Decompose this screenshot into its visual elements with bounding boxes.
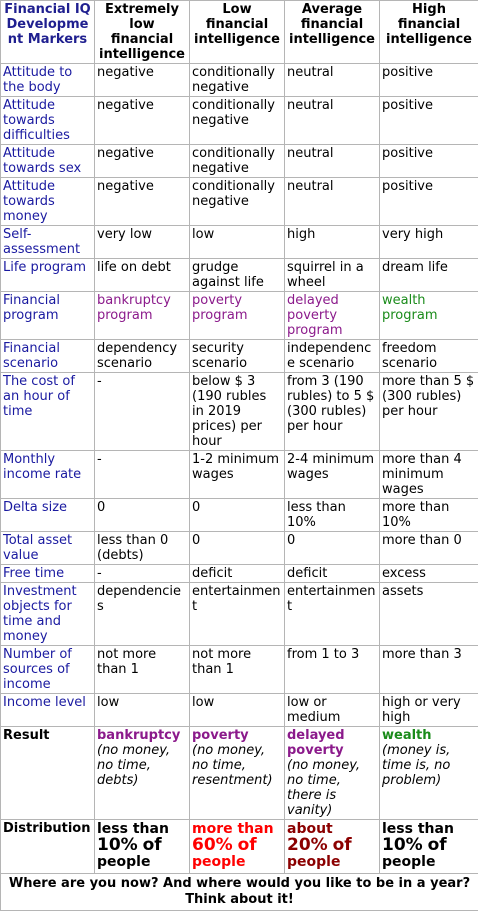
table-row <box>1 499 478 532</box>
table-cell: not more than 1 <box>190 646 285 694</box>
distribution-prefix: about <box>287 821 333 837</box>
table-cell: freedom scenario <box>380 340 478 373</box>
footer-row <box>1 874 478 911</box>
distribution-people: people <box>382 854 435 870</box>
row-label: Total asset value <box>1 532 95 565</box>
distribution-percent: 20% <box>287 835 328 855</box>
table-cell: positive <box>380 178 478 226</box>
table-cell: - <box>95 451 190 499</box>
table-cell: neutral <box>285 178 380 226</box>
table-row <box>1 583 478 646</box>
result-cell <box>95 727 190 820</box>
row-label: Life program <box>1 259 95 292</box>
table-cell: delayed poverty program <box>285 292 380 340</box>
distribution-of: of <box>333 835 352 855</box>
distribution-prefix: less than <box>97 821 169 837</box>
table-cell: neutral <box>285 64 380 97</box>
table-cell: life on debt <box>95 259 190 292</box>
distribution-prefix: less than <box>382 821 454 837</box>
table-cell: - <box>95 373 190 451</box>
table-cell: 0 <box>95 499 190 532</box>
table-row <box>1 64 478 97</box>
result-note: (no money, no time, debts) <box>97 743 187 788</box>
header-high: High financial intelligence <box>380 1 478 64</box>
table-cell: neutral <box>285 97 380 145</box>
table-cell: 0 <box>285 532 380 565</box>
table-cell: negative <box>95 97 190 145</box>
table-cell: 0 <box>190 499 285 532</box>
row-label: Delta size <box>1 499 95 532</box>
distribution-of: of <box>143 835 162 855</box>
table-cell: conditionally negative <box>190 178 285 226</box>
distribution-people: people <box>97 854 150 870</box>
row-label: Attitude towards sex <box>1 145 95 178</box>
table-row <box>1 340 478 373</box>
result-row <box>1 727 478 820</box>
table-row <box>1 451 478 499</box>
table-cell: not more than 1 <box>95 646 190 694</box>
row-label: Attitude towards money <box>1 178 95 226</box>
table-row <box>1 373 478 451</box>
result-cell <box>380 727 478 820</box>
header-low: Low financial intelligence <box>190 1 285 64</box>
table-cell: 0 <box>190 532 285 565</box>
row-label: Attitude to the body <box>1 64 95 97</box>
table-cell: 1-2 minimum wages <box>190 451 285 499</box>
table-cell: more than 5 $ (300 rubles) per hour <box>380 373 478 451</box>
table-row <box>1 694 478 727</box>
table-cell: entertainment <box>190 583 285 646</box>
table-cell: low <box>95 694 190 727</box>
table-cell: positive <box>380 145 478 178</box>
row-label: Financial program <box>1 292 95 340</box>
table-cell: below $ 3 (190 rubles in 2019 prices) per hour <box>190 373 285 451</box>
result-title: poverty <box>192 728 282 743</box>
result-note: (no money, no time, resentment) <box>192 743 282 788</box>
row-label: Self-assessment <box>1 226 95 259</box>
row-label: Investment objects for time and money <box>1 583 95 646</box>
table-row <box>1 178 478 226</box>
distribution-percent: 10% <box>382 835 423 855</box>
header-average: Average financial intelligence <box>285 1 380 64</box>
table-cell: high or very high <box>380 694 478 727</box>
result-cell <box>285 727 380 820</box>
table-cell: negative <box>95 145 190 178</box>
table-cell: grudge against life <box>190 259 285 292</box>
table-cell: more than 0 <box>380 532 478 565</box>
table-cell: neutral <box>285 145 380 178</box>
distribution-percent: 10% <box>97 835 138 855</box>
table-cell: wealth program <box>380 292 478 340</box>
header-extremely-low: Extremely low financial intelligence <box>95 1 190 64</box>
result-cell <box>190 727 285 820</box>
table-cell: very low <box>95 226 190 259</box>
table-cell: entertainment <box>285 583 380 646</box>
table-row <box>1 565 478 583</box>
result-note: (no money, no time, there is vanity) <box>287 758 377 818</box>
table-cell: positive <box>380 97 478 145</box>
table-cell: dependency scenario <box>95 340 190 373</box>
table-row <box>1 292 478 340</box>
table-cell: 2-4 minimum wages <box>285 451 380 499</box>
row-label: Monthly income rate <box>1 451 95 499</box>
row-label: Free time <box>1 565 95 583</box>
table-cell: dependencies <box>95 583 190 646</box>
distribution-prefix: more than <box>192 821 274 837</box>
distribution-of: of <box>238 835 257 855</box>
distribution-people: people <box>287 854 340 870</box>
table-cell: - <box>95 565 190 583</box>
table-cell: conditionally negative <box>190 145 285 178</box>
table-cell: negative <box>95 178 190 226</box>
table-cell: deficit <box>285 565 380 583</box>
table-cell: excess <box>380 565 478 583</box>
table-cell: poverty program <box>190 292 285 340</box>
table-row <box>1 646 478 694</box>
result-note: (money is, time is, no problem) <box>382 743 476 788</box>
header-markers: Financial IQ Development Markers <box>1 1 95 64</box>
table-body <box>1 64 478 911</box>
row-label: Income level <box>1 694 95 727</box>
table-cell: very high <box>380 226 478 259</box>
result-title: bankruptcy <box>97 728 187 743</box>
row-label: Financial scenario <box>1 340 95 373</box>
distribution-of: of <box>428 835 447 855</box>
table-cell: independence scenario <box>285 340 380 373</box>
table-row <box>1 532 478 565</box>
table-cell: bankruptcy program <box>95 292 190 340</box>
table-cell: less than 10% <box>285 499 380 532</box>
table-cell: deficit <box>190 565 285 583</box>
row-label: Number of sources of income <box>1 646 95 694</box>
table-cell: conditionally negative <box>190 64 285 97</box>
table-cell: more than 10% <box>380 499 478 532</box>
table-row <box>1 145 478 178</box>
table-cell: low <box>190 694 285 727</box>
distribution-label: Distribution <box>1 820 95 874</box>
table-cell: more than 4 minimum wages <box>380 451 478 499</box>
table-cell: positive <box>380 64 478 97</box>
row-label: The cost of an hour of time <box>1 373 95 451</box>
table-cell: conditionally negative <box>190 97 285 145</box>
table-cell: from 1 to 3 <box>285 646 380 694</box>
row-label: Attitude towards difficulties <box>1 97 95 145</box>
table-row <box>1 226 478 259</box>
header-row <box>1 1 478 64</box>
table-row <box>1 97 478 145</box>
distribution-percent: 60% <box>192 835 233 855</box>
result-label: Result <box>1 727 95 820</box>
table-cell: squirrel in a wheel <box>285 259 380 292</box>
table-cell: low <box>190 226 285 259</box>
table-row <box>1 259 478 292</box>
table-cell: dream life <box>380 259 478 292</box>
table-cell: negative <box>95 64 190 97</box>
table-cell: from 3 (190 rubles) to 5 $ (300 rubles) per hour <box>285 373 380 451</box>
table-cell: low or medium <box>285 694 380 727</box>
result-title: wealth <box>382 728 476 743</box>
table-cell: less than 0 (debts) <box>95 532 190 565</box>
table-cell: assets <box>380 583 478 646</box>
table-cell: more than 3 <box>380 646 478 694</box>
footer-question: Where are you now? And where would you like to be in a year? Think about it! <box>1 874 478 911</box>
result-title: delayed poverty <box>287 728 377 758</box>
table-cell: security scenario <box>190 340 285 373</box>
table-cell: high <box>285 226 380 259</box>
distribution-people: people <box>192 854 245 870</box>
